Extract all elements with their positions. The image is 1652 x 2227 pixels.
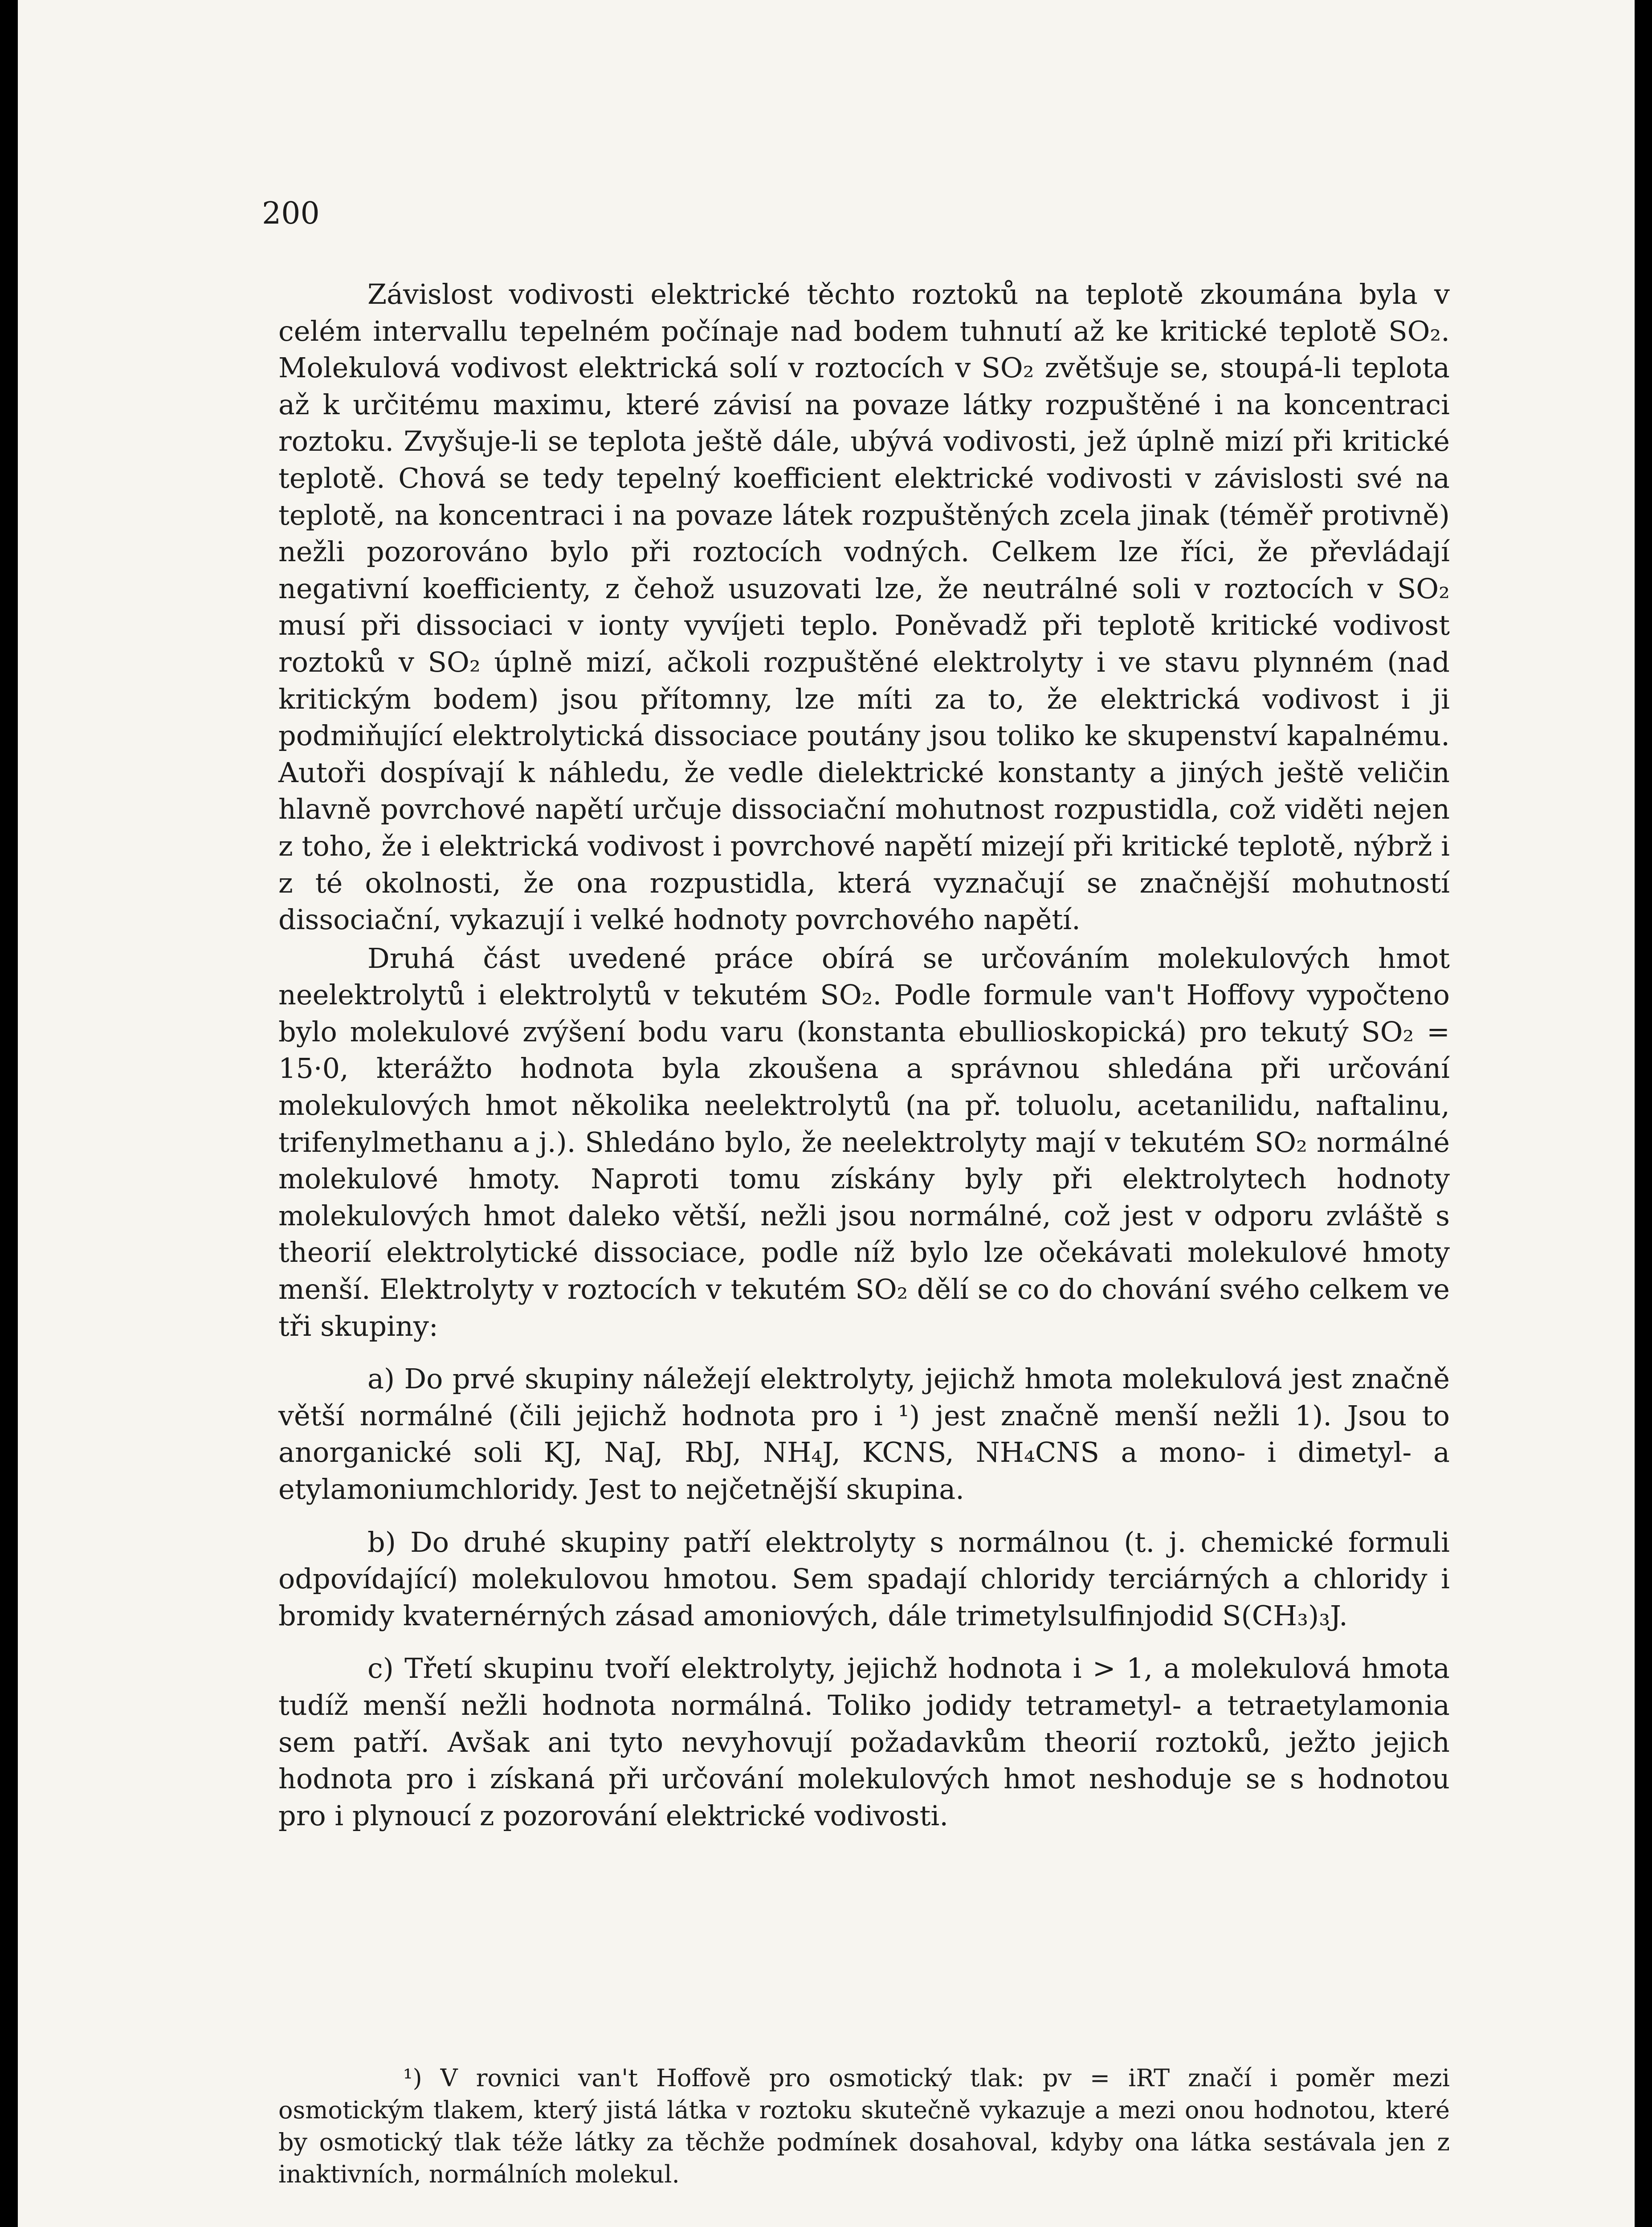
body-text (278, 276, 1450, 1834)
list-item-group-b: b) Do druhé skupiny patří elektrolyty s normálnou (t. j. chemické formuli odpovídající) molekulovou hmotou. Sem spadají chloridy terciárných a chloridy i bromidy kvaternérných zásad amoniových, dále trimetylsulfinjodid S(CH₃)₃J. (278, 1525, 1450, 1632)
list-item-group-a: a) Do prvé skupiny náležejí elektrolyty, jejichž hmota molekulová jest značně větší normálné (čili jejichž hodnota pro i ¹) jest značně menší nežli 1). Jsou to anorganické soli KJ, NaJ, RbJ, NH₄J, KCNS, NH₄CNS a mono- i dimetyl- a etylamoniumchloridy. Jest to nejčetnější skupina. (278, 1362, 1450, 1505)
paragraph-conductivity-temperature: Závislost vodivosti elektrické těchto roztoků na teplotě zkoumána byla v celém intervallu tepelném počínaje nad bodem tuhnutí až ke kritické teplotě SO₂. Molekulová vodivost elektrická solí v roztocích v SO₂ zvětšuje se, stoupá-li teplota až k určitému maximu, které závisí na povaze látky rozpuštěné i na koncentraci roztoku. Zvyšuje-li se teplota ještě dále, ubývá vodivosti, jež úplně mizí při kritické teplotě. Chová se tedy tepelný koefficient elektrické vodivosti v závislosti své na teplotě, na koncentraci i na povaze látek rozpuštěných zcela jinak (téměř protivně) nežli pozorováno bylo při roztocích vodných. Celkem lze říci, že převládají negativní koefficienty, z čehož usuzovati lze, že neutrálné soli v roztocích v SO₂ musí při dissociaci v ionty vyvíjeti teplo. Poněvadž při teplotě kritické vodivost roztoků v SO₂ úplně mizí, ačkoli rozpuštěné elektrolyty i ve stavu plynném (nad kritickým bodem) jsou přítomny, lze míti za to, že elektrická vodivost i ji podmiňující elektrolytická dissociace poutány jsou toliko ke skupenství kapalnému. Autoři dospívají k náhledu, že vedle dielektrické konstanty a jiných ještě veličin hlavně povrchové napětí určuje dissociační mohutnost rozpustidla, což viděti nejen z toho, že i elektrická vodivost i povrchové napětí mizejí při kritické teplotě, nýbrž i z té okolnosti, že ona rozpustidla, která vyznačují se značnější mohutností dissociační, vykazují i velké hodnoty povrchového napětí. (278, 278, 1450, 936)
paragraph-molecular-weights: Druhá část uvedené práce obírá se určováním molekulových hmot neelektrolytů i elektrolytů v tekutém SO₂. Podle formule van't Hoffovy vypočteno bylo molekulové zvýšení bodu varu (konstanta ebullioskopická) pro tekutý SO₂ = 15·0, kterážto hodnota byla zkoušena a správnou shledána při určování molekulových hmot několika neelektrolytů (na př. toluolu, acetanilidu, naftalinu, trifenylmethanu a j.). Shledáno bylo, že neelektrolyty mají v tekutém SO₂ normálné molekulové hmoty. Naproti tomu získány byly při elektrolytech hodnoty molekulových hmot daleko větší, nežli jsou normálné, což jest v odporu zvláště s theorií elektrolytické dissociace, podle níž bylo lze očekávati molekulové hmoty menší. Elektrolyty v roztocích v tekutém SO₂ dělí se co do chování svého celkem ve tři skupiny: (278, 942, 1450, 1342)
footnote: ¹) V rovnici van't Hoffově pro osmotický tlak: pv = iRT značí i poměr mezi osmotickým tlakem, který jistá látka v roztoku skutečně vykazuje a mezi onou hodnotou, které by osmotický tlak téže látky za těchže podmínek dosahoval, kdyby ona látka sestávala jen z inaktivních, normálních molekul. (278, 2064, 1450, 2188)
document-page (18, 0, 1635, 2227)
page-number: 200 (262, 196, 320, 231)
list-item-group-c: c) Třetí skupinu tvoří elektrolyty, jejichž hodnota i > 1, a molekulová hmota tudíž menší nežli hodnota normálná. Toliko jodidy tetrametyl- a tetraetylamonia sem patří. Avšak ani tyto nevyhovují požadavkům theorií roztoků, ježto jejich hodnota pro i získaná při určování molekulových hmot neshoduje se s hodnotou pro i plynoucí z pozorování elektrické vodivosti. (278, 1652, 1450, 1832)
